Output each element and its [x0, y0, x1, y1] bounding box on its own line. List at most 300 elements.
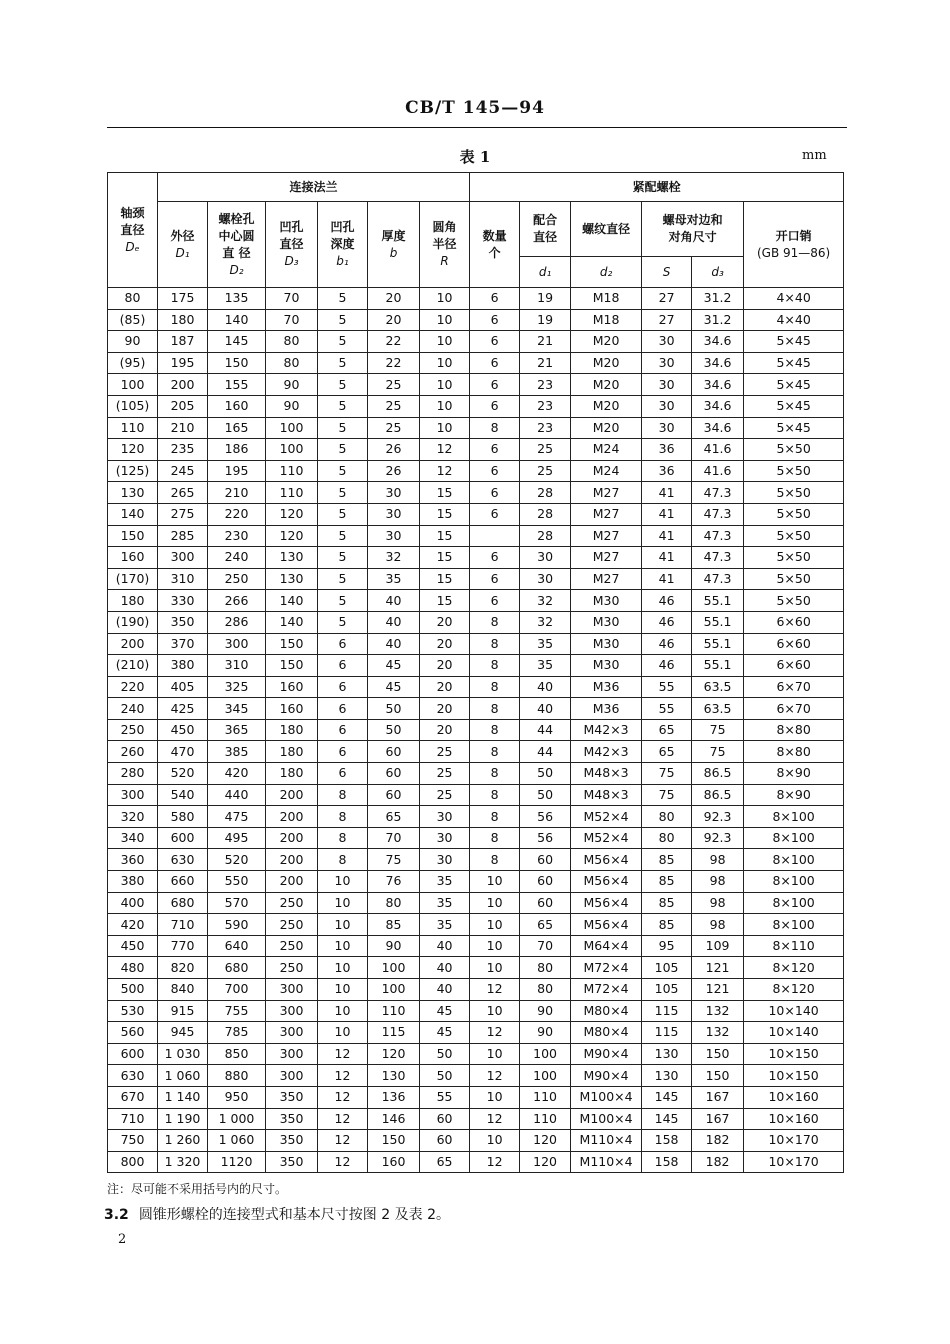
- table-cell: 345: [208, 698, 266, 720]
- table-cell: 35: [368, 568, 420, 590]
- table-cell: 200: [266, 849, 318, 871]
- table-cell: 132: [692, 1022, 744, 1044]
- table-cell: 755: [208, 1000, 266, 1022]
- table-cell: 40: [368, 611, 420, 633]
- table-cell: 210: [208, 482, 266, 504]
- table-cell: 46: [642, 590, 692, 612]
- table-row: [108, 763, 844, 785]
- table-cell: 41: [642, 525, 692, 547]
- table-cell: 4×40: [744, 309, 844, 331]
- table-cell: 110: [266, 482, 318, 504]
- table-cell: 440: [208, 784, 266, 806]
- table-cell: 46: [642, 611, 692, 633]
- table-cell: 12: [318, 1065, 368, 1087]
- table-cell: M27: [571, 525, 642, 547]
- table-cell: M90×4: [571, 1043, 642, 1065]
- table-cell: 19: [520, 288, 571, 310]
- table-cell: 135: [208, 288, 266, 310]
- table-cell: 286: [208, 611, 266, 633]
- table-cell: 80: [266, 352, 318, 374]
- table-cell: 167: [692, 1108, 744, 1130]
- table-cell: 40: [520, 676, 571, 698]
- table-cell: 250: [208, 568, 266, 590]
- table-row: [108, 1000, 844, 1022]
- table-cell: 30: [420, 806, 470, 828]
- table-cell: 34.6: [692, 374, 744, 396]
- table-cell: 8×80: [744, 719, 844, 741]
- table-cell: 90: [368, 935, 420, 957]
- table-cell: 200: [158, 374, 208, 396]
- table-cell: 158: [642, 1130, 692, 1152]
- table-cell: 8: [470, 676, 520, 698]
- table-cell: 250: [266, 935, 318, 957]
- table-cell: 195: [158, 352, 208, 374]
- table-row: [108, 482, 844, 504]
- table-cell: 41: [642, 503, 692, 525]
- table-cell: 275: [158, 503, 208, 525]
- table-cell: 65: [520, 914, 571, 936]
- table-row: [108, 460, 844, 482]
- table-cell: 12: [470, 1065, 520, 1087]
- table-cell: M20: [571, 331, 642, 353]
- table-cell: 35: [420, 914, 470, 936]
- header-bolt-circle: 螺栓孔 中心圆 直 径 D₂: [208, 202, 266, 288]
- table-cell: 8: [470, 417, 520, 439]
- table-cell: 310: [208, 655, 266, 677]
- table-cell: 350: [266, 1108, 318, 1130]
- table-row: [108, 503, 844, 525]
- table-cell: 370: [158, 633, 208, 655]
- table-cell: 260: [108, 741, 158, 763]
- table-cell: 46: [642, 655, 692, 677]
- table-cell: M24: [571, 460, 642, 482]
- table-cell: 65: [420, 1151, 470, 1173]
- table-cell: 1 060: [208, 1130, 266, 1152]
- table-cell: 10×150: [744, 1043, 844, 1065]
- table-row: [108, 719, 844, 741]
- table-cell: 150: [108, 525, 158, 547]
- table-cell: 160: [266, 698, 318, 720]
- table-cell: 6: [470, 590, 520, 612]
- table-cell: 820: [158, 957, 208, 979]
- table-row: [108, 655, 844, 677]
- table-cell: 41.6: [692, 439, 744, 461]
- table-cell: 5: [318, 352, 368, 374]
- table-cell: 560: [108, 1022, 158, 1044]
- table-cell: 35: [520, 655, 571, 677]
- table-cell: 470: [158, 741, 208, 763]
- table-cell: 110: [520, 1108, 571, 1130]
- table-cell: 230: [208, 525, 266, 547]
- table-cell: 25: [368, 374, 420, 396]
- table-cell: 92.3: [692, 827, 744, 849]
- table-cell: 8×100: [744, 806, 844, 828]
- table-cell: 80: [520, 979, 571, 1001]
- table-cell: 6: [470, 460, 520, 482]
- table-cell: 350: [266, 1130, 318, 1152]
- table-cell: 30: [520, 568, 571, 590]
- table-cell: 250: [266, 914, 318, 936]
- table-cell: 30: [420, 849, 470, 871]
- table-cell: 1 260: [158, 1130, 208, 1152]
- table-cell: 70: [368, 827, 420, 849]
- header-nut-d3-symbol: d₃: [692, 257, 744, 288]
- table-cell: [470, 525, 520, 547]
- table-cell: 47.3: [692, 482, 744, 504]
- table-cell: 120: [108, 439, 158, 461]
- table-cell: 680: [208, 957, 266, 979]
- table-cell: M30: [571, 655, 642, 677]
- table-cell: 10×170: [744, 1130, 844, 1152]
- table-cell: 160: [266, 676, 318, 698]
- table-cell: M42×3: [571, 741, 642, 763]
- table-cell: M18: [571, 288, 642, 310]
- table-cell: 10×160: [744, 1086, 844, 1108]
- table-cell: 75: [642, 784, 692, 806]
- table-cell: 10: [470, 1130, 520, 1152]
- table-cell: 8: [470, 719, 520, 741]
- table-cell: 300: [266, 1000, 318, 1022]
- table-cell: 12: [420, 439, 470, 461]
- table-cell: 60: [520, 892, 571, 914]
- table-row: [108, 676, 844, 698]
- table-cell: 20: [420, 611, 470, 633]
- table-cell: 10×140: [744, 1000, 844, 1022]
- table-cell: 550: [208, 871, 266, 893]
- table-cell: 8: [318, 849, 368, 871]
- table-cell: 20: [420, 655, 470, 677]
- table-cell: 10×140: [744, 1022, 844, 1044]
- table-cell: 100: [520, 1043, 571, 1065]
- table-cell: 8×100: [744, 892, 844, 914]
- table-cell: 180: [266, 741, 318, 763]
- table-cell: M80×4: [571, 1000, 642, 1022]
- table-cell: 5×50: [744, 568, 844, 590]
- table-cell: M27: [571, 547, 642, 569]
- table-cell: 30: [642, 395, 692, 417]
- table-cell: 90: [108, 331, 158, 353]
- table-cell: 36: [642, 439, 692, 461]
- table-cell: 75: [692, 719, 744, 741]
- header-divider: [107, 127, 847, 128]
- table-row: [108, 395, 844, 417]
- table-cell: M20: [571, 395, 642, 417]
- table-cell: M20: [571, 374, 642, 396]
- table-cell: 240: [208, 547, 266, 569]
- table-cell: 40: [420, 979, 470, 1001]
- table-cell: 5: [318, 309, 368, 331]
- table-cell: M56×4: [571, 849, 642, 871]
- table-cell: 570: [208, 892, 266, 914]
- table-cell: 250: [266, 957, 318, 979]
- table-cell: 6: [318, 676, 368, 698]
- table-row: [108, 1086, 844, 1108]
- table-cell: M36: [571, 698, 642, 720]
- table-cell: 110: [368, 1000, 420, 1022]
- table-cell: 160: [368, 1151, 420, 1173]
- table-cell: 36: [642, 460, 692, 482]
- table-cell: 130: [108, 482, 158, 504]
- table-cell: 205: [158, 395, 208, 417]
- header-thread-symbol: d₂: [571, 257, 642, 288]
- table-cell: 75: [692, 741, 744, 763]
- table-cell: 32: [520, 590, 571, 612]
- table-cell: 365: [208, 719, 266, 741]
- table-cell: 70: [266, 288, 318, 310]
- table-row: [108, 352, 844, 374]
- table-cell: 5: [318, 417, 368, 439]
- table-cell: 5: [318, 611, 368, 633]
- table-cell: 60: [520, 849, 571, 871]
- table-cell: 8: [470, 784, 520, 806]
- table-cell: 145: [642, 1086, 692, 1108]
- table-cell: M100×4: [571, 1086, 642, 1108]
- table-cell: M48×3: [571, 784, 642, 806]
- table-cell: 25: [520, 439, 571, 461]
- table-cell: 10: [318, 1022, 368, 1044]
- table-row: [108, 611, 844, 633]
- table-cell: 63.5: [692, 676, 744, 698]
- table-cell: 710: [108, 1108, 158, 1130]
- table-cell: 70: [520, 935, 571, 957]
- table-cell: 21: [520, 352, 571, 374]
- table-cell: 10: [318, 957, 368, 979]
- table-cell: 10: [470, 892, 520, 914]
- table-cell: 6×60: [744, 655, 844, 677]
- table-cell: 6: [318, 741, 368, 763]
- table-cell: 44: [520, 719, 571, 741]
- table-cell: 120: [266, 525, 318, 547]
- table-cell: 1 140: [158, 1086, 208, 1108]
- table-cell: (125): [108, 460, 158, 482]
- table-cell: 10: [420, 288, 470, 310]
- table-cell: 80: [266, 331, 318, 353]
- table-cell: 15: [420, 590, 470, 612]
- table-cell: 10: [318, 1000, 368, 1022]
- table-cell: 10: [420, 352, 470, 374]
- table-cell: 320: [108, 806, 158, 828]
- table-cell: 155: [208, 374, 266, 396]
- table-cell: 8: [470, 849, 520, 871]
- table-caption: 表 1: [459, 148, 491, 166]
- table-cell: 360: [108, 849, 158, 871]
- table-cell: 47.3: [692, 568, 744, 590]
- table-row: [108, 331, 844, 353]
- table-cell: 56: [520, 806, 571, 828]
- table-cell: 200: [266, 871, 318, 893]
- table-cell: 98: [692, 849, 744, 871]
- table-cell: 475: [208, 806, 266, 828]
- table-cell: 245: [158, 460, 208, 482]
- table-cell: 5×45: [744, 352, 844, 374]
- table-row: [108, 849, 844, 871]
- table-cell: 15: [420, 525, 470, 547]
- table-cell: 60: [420, 1130, 470, 1152]
- table-cell: 186: [208, 439, 266, 461]
- table-row: [108, 288, 844, 310]
- table-cell: M20: [571, 417, 642, 439]
- table-cell: 150: [368, 1130, 420, 1152]
- table-cell: 100: [108, 374, 158, 396]
- table-cell: 121: [692, 979, 744, 1001]
- table-cell: 21: [520, 331, 571, 353]
- table-cell: 28: [520, 503, 571, 525]
- table-cell: 660: [158, 871, 208, 893]
- table-cell: 380: [108, 871, 158, 893]
- table-cell: 60: [368, 784, 420, 806]
- table-row: [108, 871, 844, 893]
- table-row: [108, 1151, 844, 1173]
- table-cell: 120: [520, 1151, 571, 1173]
- table-cell: 50: [520, 763, 571, 785]
- table-cell: 5×50: [744, 482, 844, 504]
- table-cell: 8: [470, 763, 520, 785]
- table-cell: 120: [368, 1043, 420, 1065]
- header-thread-diameter: 螺纹直径: [571, 202, 642, 257]
- table-cell: 770: [158, 935, 208, 957]
- table-cell: 285: [158, 525, 208, 547]
- table-cell: 330: [158, 590, 208, 612]
- table-cell: 880: [208, 1065, 266, 1087]
- table-cell: M36: [571, 676, 642, 698]
- table-row: [108, 698, 844, 720]
- table-cell: 110: [108, 417, 158, 439]
- table-cell: 86.5: [692, 763, 744, 785]
- table-cell: (190): [108, 611, 158, 633]
- table-cell: 420: [108, 914, 158, 936]
- table-cell: 110: [266, 460, 318, 482]
- table-cell: 10: [318, 892, 368, 914]
- table-cell: 200: [108, 633, 158, 655]
- table-row: [108, 979, 844, 1001]
- table-cell: 200: [266, 806, 318, 828]
- table-cell: 27: [642, 288, 692, 310]
- table-cell: 40: [368, 633, 420, 655]
- table-cell: 250: [108, 719, 158, 741]
- table-cell: 132: [692, 1000, 744, 1022]
- table-cell: 6: [318, 763, 368, 785]
- table-cell: 8: [470, 655, 520, 677]
- table-cell: 50: [368, 698, 420, 720]
- table-cell: 200: [266, 827, 318, 849]
- standard-code: CB/T 145—94: [405, 98, 545, 118]
- table-cell: 10: [420, 395, 470, 417]
- table-cell: M27: [571, 482, 642, 504]
- table-cell: 40: [520, 698, 571, 720]
- table-cell: 55: [642, 698, 692, 720]
- table-note: 注：尽可能不采用括号内的尺寸。: [107, 1182, 288, 1196]
- table-cell: M80×4: [571, 1022, 642, 1044]
- table-cell: 110: [520, 1086, 571, 1108]
- table-row: [108, 1065, 844, 1087]
- table-cell: 640: [208, 935, 266, 957]
- table-cell: 32: [368, 547, 420, 569]
- table-cell: 25: [420, 763, 470, 785]
- table-cell: 700: [208, 979, 266, 1001]
- table-cell: 350: [158, 611, 208, 633]
- table-row: [108, 741, 844, 763]
- table-cell: 22: [368, 352, 420, 374]
- table-cell: M52×4: [571, 806, 642, 828]
- table-cell: 12: [318, 1043, 368, 1065]
- table-cell: 180: [108, 590, 158, 612]
- table-cell: 90: [520, 1022, 571, 1044]
- table-row: [108, 525, 844, 547]
- table-cell: M110×4: [571, 1130, 642, 1152]
- header-nut-s-symbol: S: [642, 257, 692, 288]
- table-cell: 140: [208, 309, 266, 331]
- table-cell: 8: [470, 698, 520, 720]
- table-cell: 121: [692, 957, 744, 979]
- table-cell: 34.6: [692, 352, 744, 374]
- table-cell: 350: [266, 1151, 318, 1173]
- table-cell: 55.1: [692, 633, 744, 655]
- table-cell: 140: [266, 590, 318, 612]
- table-cell: 850: [208, 1043, 266, 1065]
- table-cell: 45: [368, 676, 420, 698]
- table-cell: 75: [368, 849, 420, 871]
- table-cell: 5: [318, 374, 368, 396]
- table-cell: 280: [108, 763, 158, 785]
- table-row: [108, 914, 844, 936]
- header-fillet-radius: 圆角 半径 R: [420, 202, 470, 288]
- table-cell: 31.2: [692, 309, 744, 331]
- table-row: [108, 827, 844, 849]
- table-cell: 420: [208, 763, 266, 785]
- table-cell: M27: [571, 503, 642, 525]
- table-cell: 90: [520, 1000, 571, 1022]
- table-cell: 425: [158, 698, 208, 720]
- table-cell: 5: [318, 439, 368, 461]
- table-cell: 25: [520, 460, 571, 482]
- table-cell: 98: [692, 914, 744, 936]
- table-cell: 600: [158, 827, 208, 849]
- table-cell: 530: [108, 1000, 158, 1022]
- table-row: [108, 439, 844, 461]
- table-cell: 90: [266, 395, 318, 417]
- table-cell: 98: [692, 892, 744, 914]
- table-cell: 240: [108, 698, 158, 720]
- table-cell: 30: [642, 417, 692, 439]
- table-cell: 300: [266, 979, 318, 1001]
- table-cell: 12: [470, 1108, 520, 1130]
- table-cell: M30: [571, 611, 642, 633]
- table-cell: 41: [642, 547, 692, 569]
- table-cell: (95): [108, 352, 158, 374]
- table-cell: 5: [318, 503, 368, 525]
- table-cell: 310: [158, 568, 208, 590]
- table-cell: 630: [108, 1065, 158, 1087]
- table-cell: 56: [520, 827, 571, 849]
- table-row: [108, 1043, 844, 1065]
- table-cell: 6: [470, 547, 520, 569]
- table-cell: 8×100: [744, 849, 844, 871]
- table-cell: 8: [470, 611, 520, 633]
- unit-label: mm: [802, 148, 827, 163]
- table-row: [108, 568, 844, 590]
- table-cell: 15: [420, 547, 470, 569]
- table-cell: 15: [420, 568, 470, 590]
- group-header-bolt: 紧配螺栓: [470, 173, 844, 202]
- table-cell: 10: [470, 1086, 520, 1108]
- table-cell: 60: [420, 1108, 470, 1130]
- table-cell: 115: [642, 1000, 692, 1022]
- table-row: [108, 633, 844, 655]
- table-cell: 380: [158, 655, 208, 677]
- table-cell: M52×4: [571, 827, 642, 849]
- table-cell: 80: [642, 827, 692, 849]
- table-cell: 915: [158, 1000, 208, 1022]
